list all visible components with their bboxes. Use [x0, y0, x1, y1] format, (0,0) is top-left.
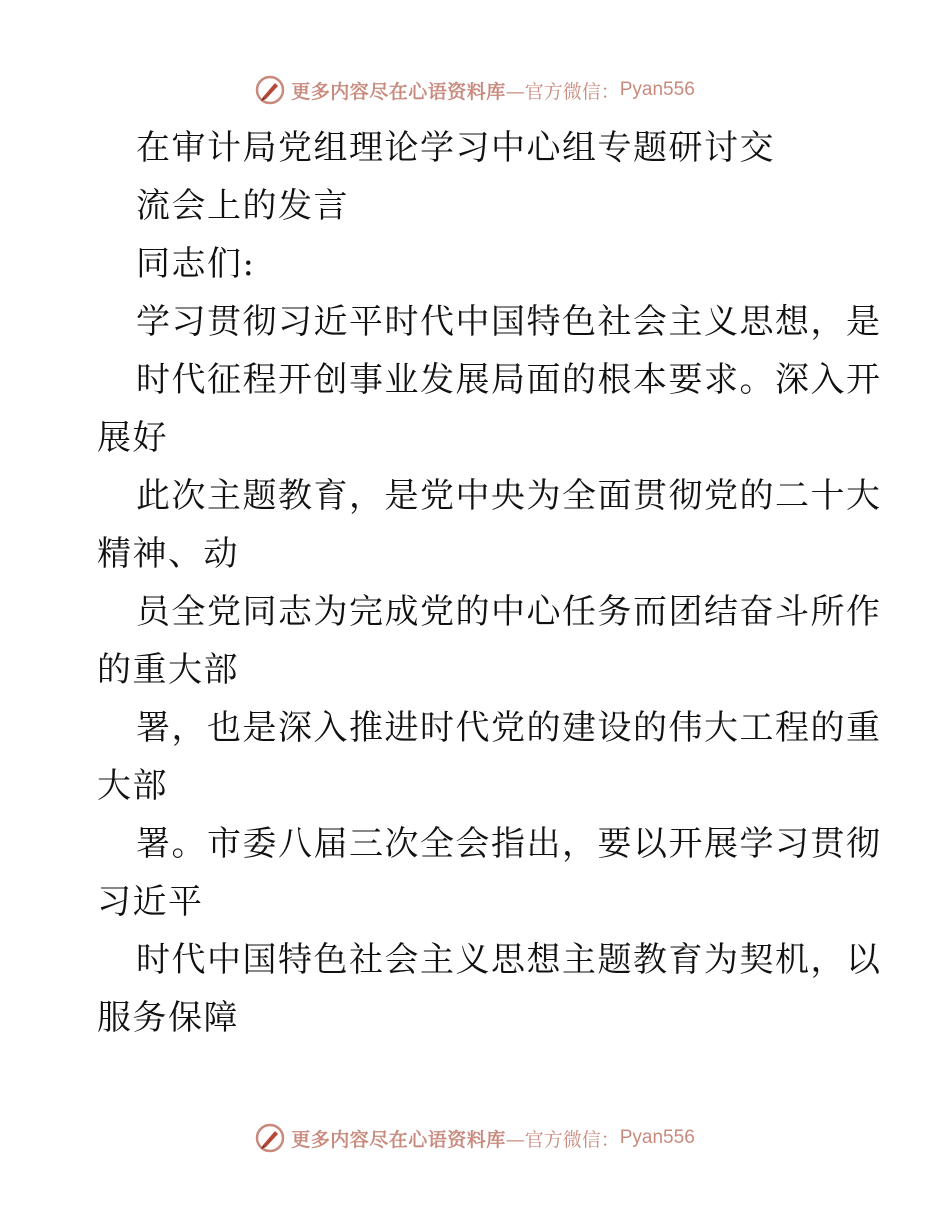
body-line: 员全党同志为完成党的中心任务而团结奋斗所作 — [136, 592, 882, 632]
body-line: 此次主题教育，是党中央为全面贯彻党的二十大 — [136, 476, 882, 516]
footer-banner-id: Pyan556 — [619, 1127, 695, 1148]
footer-banner-text: 更多内容尽在心语资料库 — [291, 1128, 506, 1151]
body-line: 学习贯彻习近平时代中国特色社会主义思想，是 — [136, 302, 882, 342]
title-line-2: 流会上的发言 — [136, 186, 349, 226]
body-line: 的重大部 — [97, 650, 239, 690]
body-line: 习近平 — [97, 882, 204, 922]
header-banner-tail: —官方微信： — [505, 80, 620, 103]
body-line: 署。市委八届三次全会指出，要以开展学习贯彻 — [136, 824, 882, 864]
body-line: 署，也是深入推进时代党的建设的伟大工程的重 — [136, 708, 882, 748]
salutation: 同志们: — [136, 244, 256, 284]
body-line: 精神、动 — [97, 534, 239, 574]
footer-banner-tail: —官方微信： — [505, 1128, 620, 1151]
body-line: 时代征程开创事业发展局面的根本要求。深入开 — [136, 360, 882, 400]
footer-banner — [0, 1118, 950, 1158]
header-banner-text: 更多内容尽在心语资料库 — [291, 80, 506, 103]
brush-pen-logo-icon — [255, 1123, 285, 1153]
title-line-1: 在审计局党组理论学习中心组专题研讨交 — [136, 128, 775, 168]
body-line: 展好 — [97, 418, 168, 458]
header-banner-id: Pyan556 — [619, 79, 695, 100]
brush-pen-logo-icon — [255, 75, 285, 105]
body-line: 服务保障 — [97, 998, 239, 1038]
body-line: 大部 — [97, 766, 168, 806]
header-banner — [0, 70, 950, 110]
body-line: 时代中国特色社会主义思想主题教育为契机，以 — [136, 940, 882, 980]
